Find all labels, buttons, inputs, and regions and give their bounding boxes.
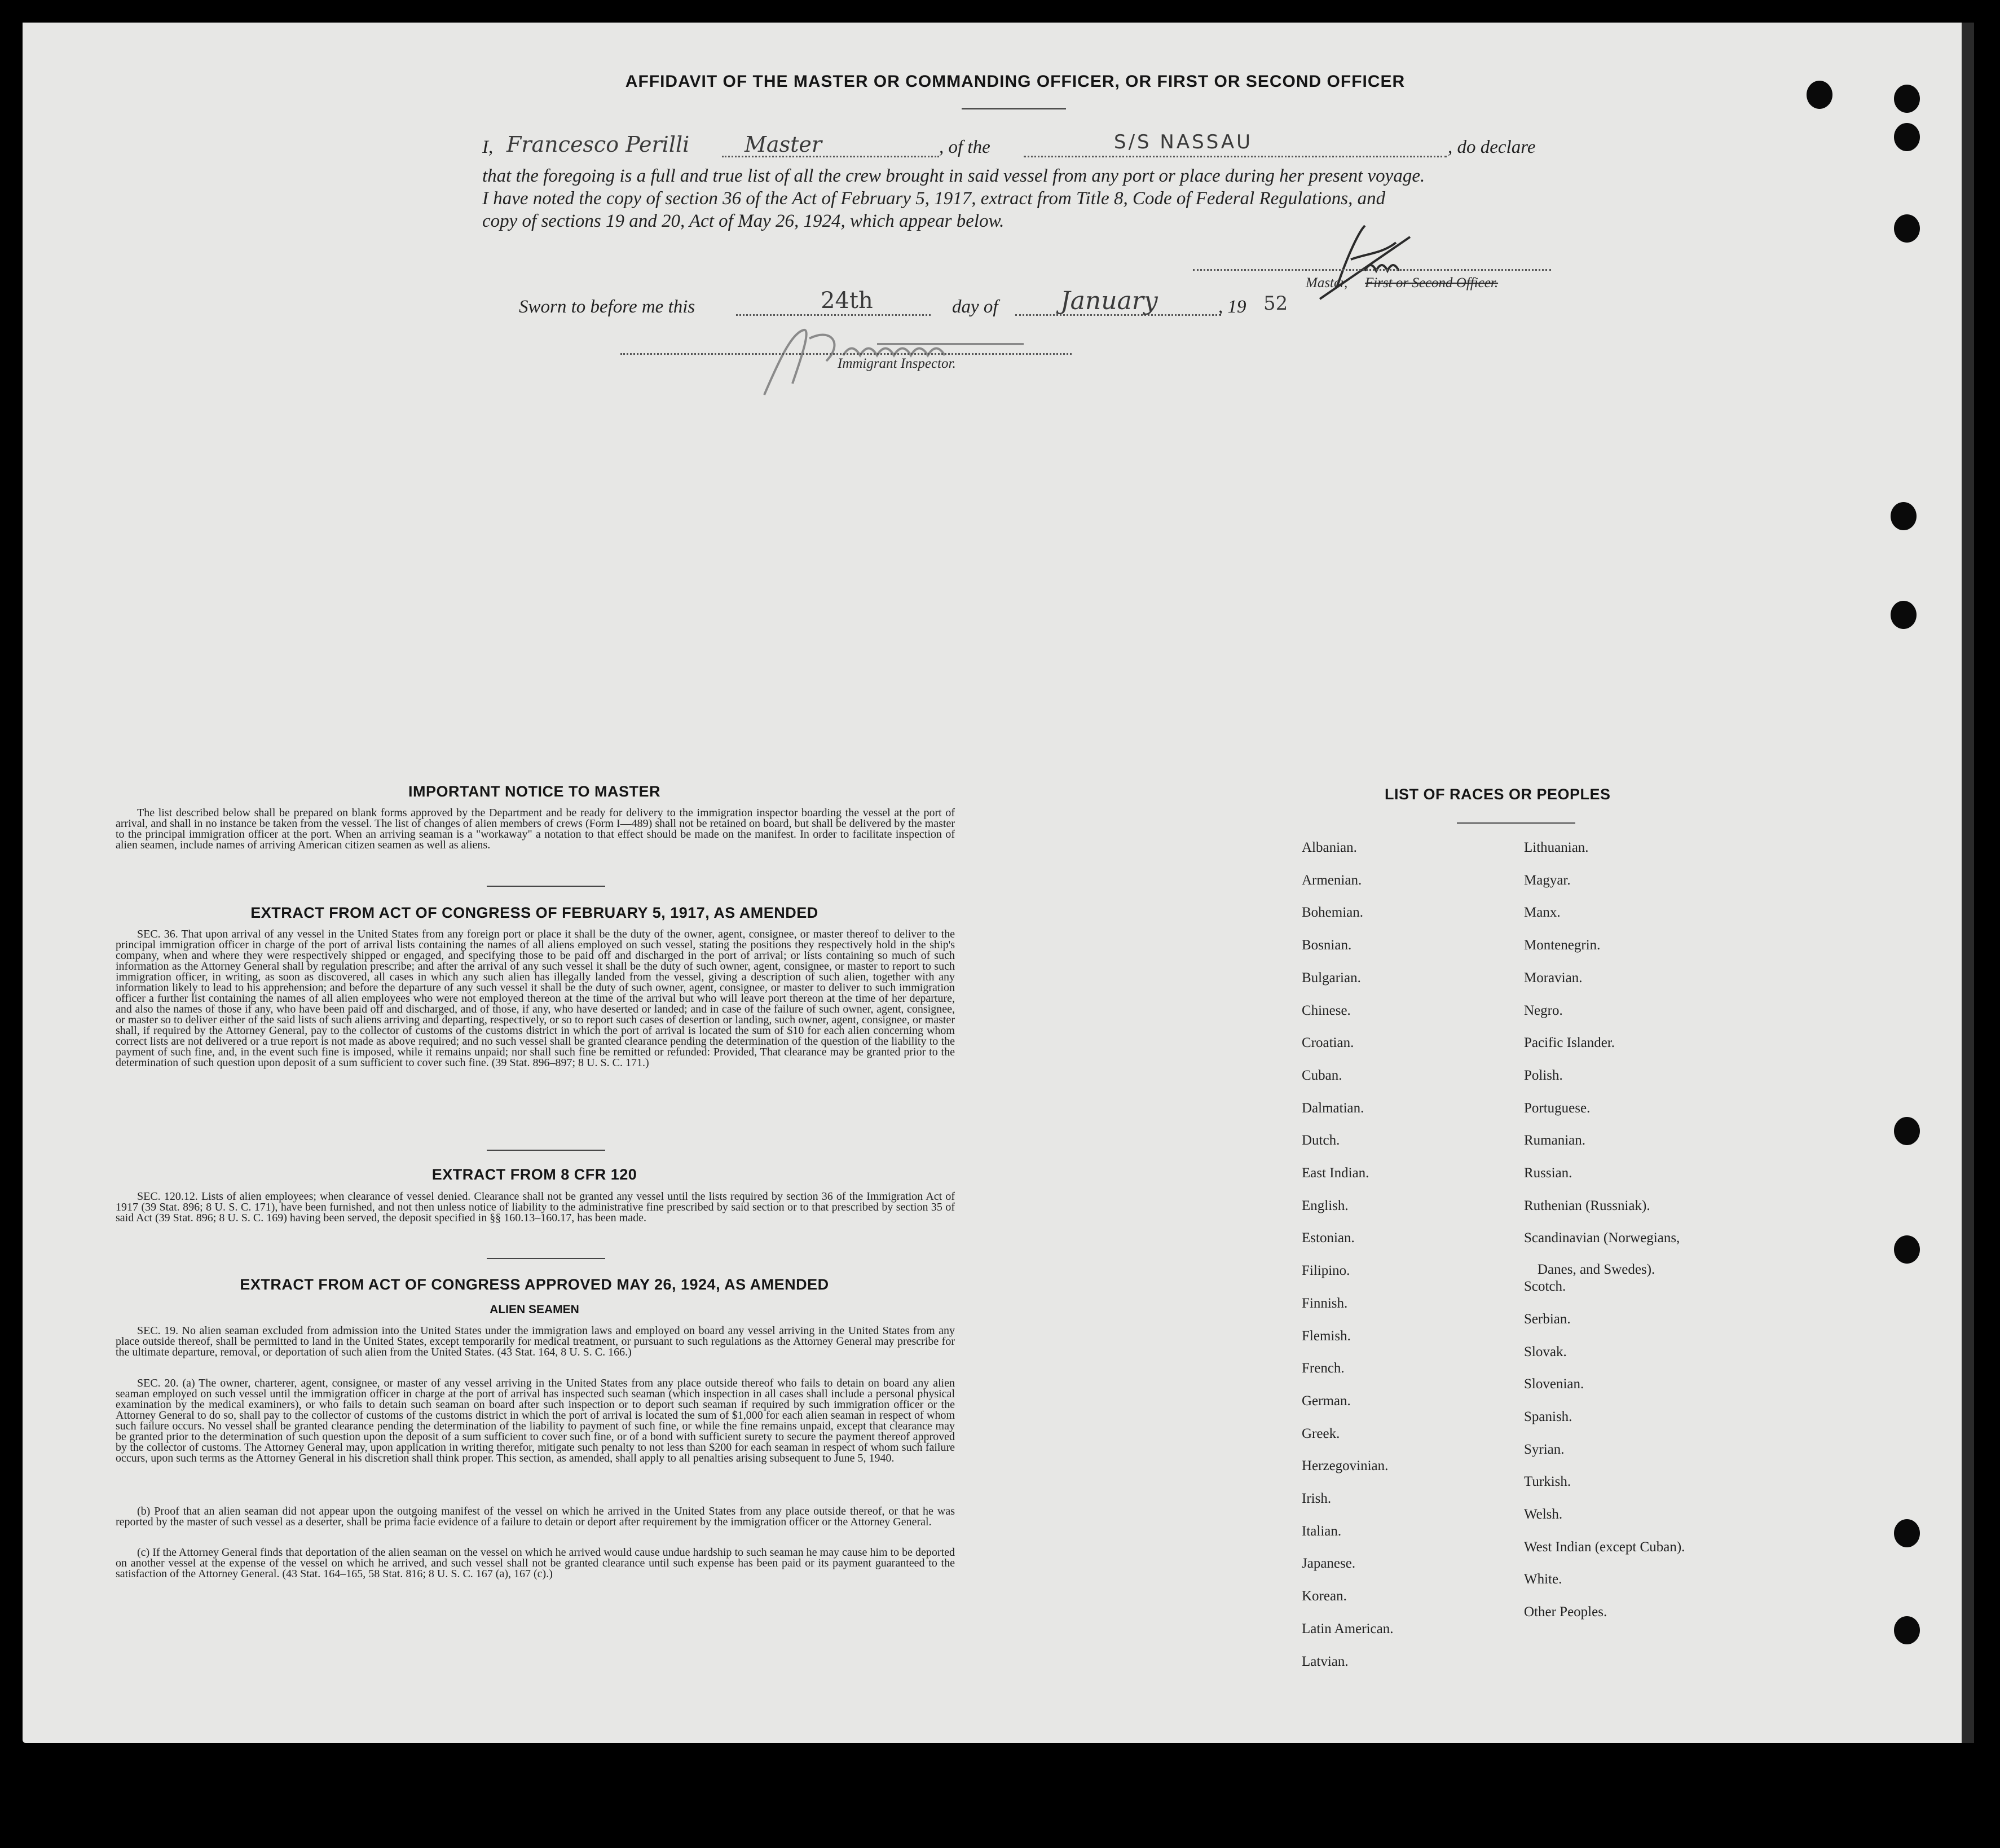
- race-item: White.: [1524, 1572, 1562, 1587]
- race-item: Latvian.: [1302, 1653, 1349, 1669]
- binder-hole-icon: [1894, 214, 1920, 243]
- race-item: Cuban.: [1302, 1067, 1342, 1083]
- extract-1924-sec20a: SEC. 20. (a) The owner, charterer, agent, consignee, or master of any vessel arriving in the United States from any place outside thereof who fails to detain on board any alien seaman employed on such vessel until the immigration officer in charge at the port of arrival has inspected such seaman (which inspection in all cases shall include a personal physical examination by the medical examiners), or who fails to detain such seaman on board after such inspection or to deport such seaman if required by such immigration officer or the Attorney General to do so, shall pay to the collector of customs of the customs district in which the port of arrival is located the sum of $1,000 for each alien seaman in respect of whom such failure occurs. No vessel shall be granted clearance pending the determination of the liability to payment of such fine, or while the fine remains unpaid, except that clearance may be granted prior to the determination of such question upon the deposit of a sum sufficient to cover such fine, or of a bond with sufficient surety to secure the payment thereof approved by the collector of customs. The Attorney General may, upon application in writing therefor, mitigate such penalty to not less than $200 for each seaman in respect of whom such failure occurs, upon such terms as the Attorney General in his discretion shall think proper. This section, as amended, shall apply to all penalties arising subsequent to June 5, 1940.: [116, 1377, 955, 1464]
- race-item: Turkish.: [1524, 1474, 1571, 1490]
- notice-body: The list described below shall be prepared on blank forms approved by the Department and be ready for delivery to the immigration inspector boarding the vessel at the port of arrival, and shall in no instance be taken from the vessel. The list of changes of alien members of crews (Form I—489) shall not be retained on board, but shall be delivered by the master to the principal immigration officer at the port. When an arriving seaman is a "workaway" a notation to that effect should be made on the manifest. In order to facilitate inspection of alien seamen, include names of arriving American citizen seamen as well as aliens.: [116, 807, 955, 851]
- race-item: Dalmatian.: [1302, 1100, 1364, 1116]
- race-item: Irish.: [1302, 1491, 1332, 1506]
- affidavit-line-2: that the foregoing is a full and true list of all the crew brought in said vessel from any port or place during her present voyage.: [482, 166, 1425, 186]
- race-item: Lithuanian.: [1524, 840, 1589, 855]
- race-item: Ruthenian (Russniak).: [1524, 1198, 1650, 1213]
- affidavit-of-the: , of the: [939, 137, 990, 157]
- race-item: Polish.: [1524, 1067, 1563, 1083]
- race-item: Bosnian.: [1302, 938, 1352, 953]
- race-item: Filipino.: [1302, 1263, 1350, 1279]
- race-item: Dutch.: [1302, 1133, 1340, 1149]
- inspector-label: Immigrant Inspector.: [838, 356, 956, 371]
- race-item: Moravian.: [1524, 970, 1583, 985]
- race-item: Japanese.: [1302, 1556, 1356, 1572]
- sworn-month-handwritten: January: [1060, 287, 1158, 315]
- race-item: Welsh.: [1524, 1507, 1563, 1522]
- race-item: Korean.: [1302, 1589, 1347, 1604]
- race-item: West Indian (except Cuban).: [1524, 1539, 1685, 1555]
- race-item: Portuguese.: [1524, 1100, 1591, 1116]
- race-item: Chinese.: [1302, 1002, 1351, 1018]
- extract-cfr-body: SEC. 120.12. Lists of alien employees; when clearance of vessel denied. Clearance shall not be granted any vessel until the lists required by section 36 of the Immigration Act of 1917 (39 Stat. 896; 8 U. S. C. 171), have been furnished, and not then unless notice of liability to the administrative fine prescribed by said section or to that prescribed by section 35 of said Act (39 Stat. 896; 8 U. S. C. 169) having been served, the deposit specified in §§ 160.13–160.17, has been made.: [116, 1190, 955, 1224]
- inspector-dotted-line: [620, 353, 1072, 355]
- race-item: Rumanian.: [1524, 1133, 1586, 1149]
- section-separator: [487, 1258, 605, 1259]
- extract-1924-sec20c: (c) If the Attorney General finds that deportation of the alien seaman on the vessel on which he arrived would cause undue hardship to such seaman he may cause him to be deported on another vessel at the expense of the vessel on which he arrived, and such vessel shall not be granted clearance until such expense has been paid or its payment guaranteed to the satisfaction of the Attorney General. (43 Stat. 164–165, 58 Stat. 816; 8 U. S. C. 167 (a), 167 (c).): [116, 1546, 955, 1580]
- affidavit-i-prefix: I,: [482, 137, 494, 157]
- race-item: Estonian.: [1302, 1230, 1355, 1246]
- race-item: Scotch.: [1524, 1279, 1566, 1295]
- affidavit-line-4: copy of sections 19 and 20, Act of May 26, 1924, which appear below.: [482, 211, 1005, 231]
- race-item: Serbian.: [1524, 1311, 1571, 1327]
- race-item: Syrian.: [1524, 1441, 1565, 1457]
- binder-hole-icon: [1894, 123, 1920, 151]
- affidavit-title: AFFIDAVIT OF THE MASTER OR COMMANDING OFFICER, OR FIRST OR SECOND OFFICER: [625, 72, 1406, 91]
- title-rule: [962, 108, 1066, 109]
- race-item: Manx.: [1524, 905, 1561, 921]
- race-item: French.: [1302, 1361, 1345, 1376]
- race-item: Russian.: [1524, 1165, 1572, 1181]
- race-item: Other Peoples.: [1524, 1604, 1607, 1620]
- year-suffix-handwritten: 52: [1263, 292, 1288, 315]
- sworn-day-dotted-line: [736, 314, 931, 316]
- affidavit-line-3: I have noted the copy of section 36 of the Act of February 5, 1917, extract from Title 8, Code of Federal Regulations, and: [482, 188, 1386, 209]
- races-list-title: LIST OF RACES OR PEOPLES: [1385, 786, 1611, 803]
- page-edge: [1962, 23, 1974, 1743]
- race-item: Bulgarian.: [1302, 970, 1361, 985]
- race-item: Armenian.: [1302, 872, 1362, 888]
- extract-1924-sec20b: (b) Proof that an alien seaman did not appear upon the outgoing manifest of the vessel on which he arrived in the United States from any place outside thereof, or that he was reported by the master of such vessel as a deserter, shall be prima facie evidence of a failure to detain or deport after requirement by the immigration officer or the Attorney General.: [116, 1505, 955, 1528]
- binder-hole-icon: [1894, 1235, 1920, 1264]
- race-item: Slovenian.: [1524, 1376, 1584, 1392]
- section-separator: [487, 1150, 605, 1151]
- race-item: Greek.: [1302, 1425, 1340, 1441]
- race-item: Slovak.: [1524, 1344, 1567, 1359]
- section-separator: [1457, 822, 1575, 824]
- master-signature-icon: [1297, 220, 1421, 305]
- race-item: Italian.: [1302, 1523, 1342, 1539]
- race-item: Montenegrin.: [1524, 938, 1601, 953]
- race-item: Danes, and Swedes).: [1538, 1262, 1655, 1278]
- master-rank-handwritten: Master: [745, 132, 822, 157]
- extract-cfr-title: EXTRACT FROM 8 CFR 120: [431, 1166, 637, 1183]
- extract-1917-title: EXTRACT FROM ACT OF CONGRESS OF FEBRUARY 5, 1917, AS AMENDED: [250, 904, 818, 921]
- signature-label-master: Master,: [1306, 275, 1348, 291]
- signature-label-struck: First or Second Officer.: [1365, 275, 1499, 291]
- sworn-prefix: Sworn to before me this: [519, 297, 695, 317]
- master-name-handwritten: Francesco Perilli: [506, 132, 690, 157]
- sworn-day-handwritten: 24th: [821, 288, 873, 314]
- race-item: Magyar.: [1524, 872, 1571, 888]
- rank-dotted-line: [722, 156, 939, 157]
- notice-title: IMPORTANT NOTICE TO MASTER: [408, 783, 660, 800]
- binder-hole-icon: [1891, 502, 1917, 530]
- affidavit-do-declare: , do declare: [1448, 137, 1536, 157]
- race-item: Negro.: [1524, 1002, 1563, 1018]
- race-item: Albanian.: [1302, 840, 1357, 855]
- race-item: Spanish.: [1524, 1409, 1572, 1424]
- race-item: Latin American.: [1302, 1621, 1394, 1636]
- vessel-dotted-line: [1024, 156, 1447, 157]
- binder-hole-icon: [1894, 1117, 1920, 1145]
- race-item: Pacific Islander.: [1524, 1035, 1615, 1051]
- race-item: Scandinavian (Norwegians,: [1524, 1230, 1680, 1246]
- manifest-page: [23, 23, 1962, 1743]
- extract-1924-sec19: SEC. 19. No alien seaman excluded from admission into the United States under the immigration laws and employed on board any vessel arriving in the United States from any place outside thereof, shall be permitted to land in the United States, except temporarily for medical treatment, or pursuant to such regulations as the Attorney General may prescribe for the ultimate departure, removal, or deportation of such alien from the United States. (43 Stat. 164, 8 U. S. C. 166.): [116, 1325, 955, 1358]
- binder-hole-icon: [1891, 601, 1917, 629]
- year-prefix: , 19: [1218, 297, 1246, 317]
- vessel-name-handwritten: S/S NASSAU: [1114, 131, 1253, 153]
- race-item: German.: [1302, 1393, 1351, 1409]
- race-item: Bohemian.: [1302, 905, 1364, 921]
- binder-hole-icon: [1894, 1616, 1920, 1644]
- race-item: Finnish.: [1302, 1295, 1348, 1311]
- race-item: East Indian.: [1302, 1165, 1369, 1181]
- day-of-label: day of: [952, 297, 998, 317]
- extract-1917-body: SEC. 36. That upon arrival of any vessel in the United States from any foreign port or place it shall be the duty of the owner, agent, consignee, or master thereof to deliver to the principal immigration officer in charge of the port of arrival lists containing the names of all aliens employed on such vessel, stating the positions they respectively hold in the ship's company, when and where they were respectively shipped or engaged, and specifying those to be paid off and discharged in the port of arrival; or lists containing so much of such information as the Attorney General shall by regulation prescribe; and after the arrival of any such vessel it shall be the duty of such owner, agent, consignee, or master to report to such immigration officer, in writing, as soon as discovered, all cases in which any such alien has illegally landed from the vessel, giving a description of such alien, together with any information likely to lead to his apprehension; and before the departure of any such vessel it shall be the duty of such owner, agent, consignee, or master to deliver to such immigration officer a further list containing the names of all alien employees who were not employed thereon at the time of the arrival but who will leave port thereon at the time of her departure, and also the names of those if any, who have been paid off and discharged, and of those, if any, who have deserted or landed; and in case of the failure of such owner, agent, consignee, or master so to deliver either of the said lists of such aliens arriving and departing, respectively, or so to report such cases of desertion or landing, such owner, agent, consignee, or master shall, if required by the Attorney General, pay to the collector of customs of the customs district in which the port of arrival is located the sum of $10 for each alien concerning whom correct lists are not delivered or a true report is not made as above required; and no such vessel shall be granted clearance pending the determination of the question of the liability to the payment of such fine, and, in the event such fine is imposed, while it remains unpaid; nor shall such fine be remitted or refunded: Provided, That clearance may be granted prior to the determination of such question upon deposit of a sum sufficient to cover such fine. (39 Stat. 896–897; 8 U. S. C. 171.): [116, 928, 955, 1069]
- race-item: English.: [1302, 1198, 1349, 1213]
- race-item: Croatian.: [1302, 1035, 1354, 1051]
- race-item: Herzegovinian.: [1302, 1458, 1389, 1474]
- alien-seamen-subtitle: ALIEN SEAMEN: [490, 1303, 579, 1316]
- section-separator: [487, 886, 605, 887]
- signature-dotted-line: [1193, 269, 1551, 271]
- binder-hole-icon: [1894, 1519, 1920, 1547]
- extract-1924-title: EXTRACT FROM ACT OF CONGRESS APPROVED MAY 26, 1924, AS AMENDED: [240, 1276, 829, 1293]
- race-item: Flemish.: [1302, 1328, 1351, 1344]
